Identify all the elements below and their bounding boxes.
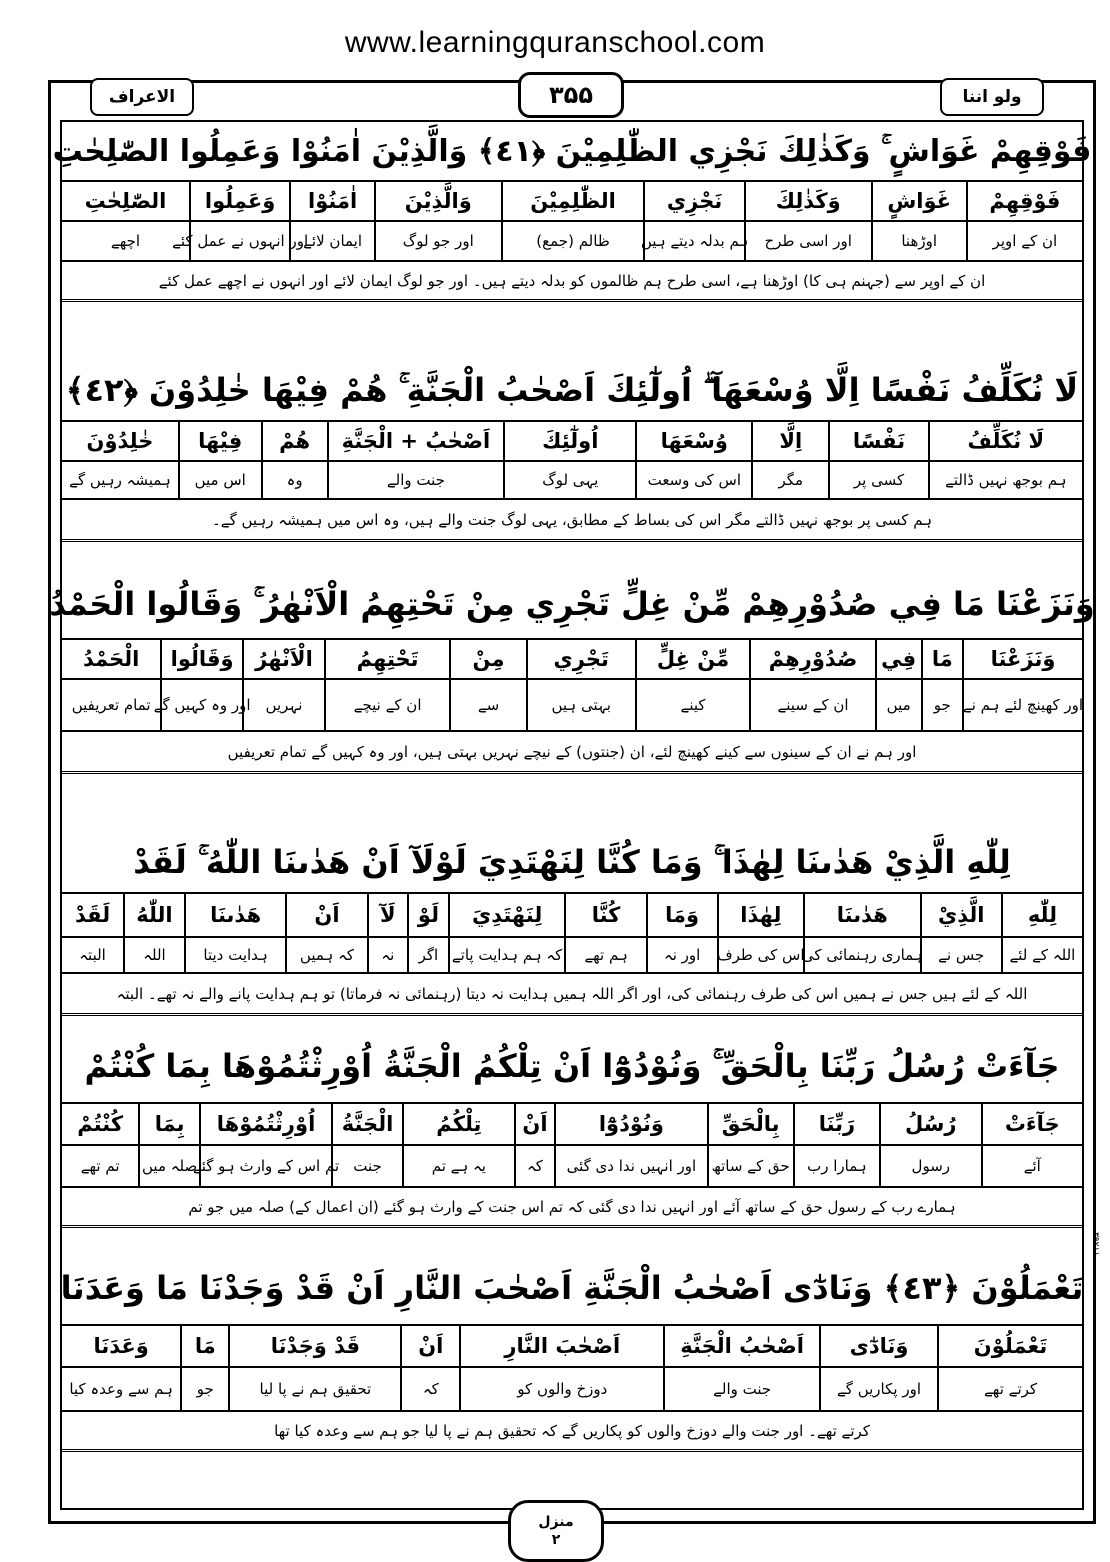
word-meaning: اور پکاریں گے [819,1368,937,1410]
arabic-word: الْجَنَّةُ [331,1104,402,1144]
word-meaning: اوڑھنا [871,222,966,260]
meaning-row [62,1146,1082,1188]
arabic-word: هَدٰىنَا [184,894,285,936]
arabic-word: فَوْقِهِمْ [966,182,1082,220]
arabic-word: خٰلِدُوْنَ [86,429,154,453]
word-meaning: دوزخ والوں کو [459,1368,663,1410]
word-meaning: اللہ [123,938,184,972]
arabic-word: قَدْ وَجَدْنَا [228,1326,400,1366]
word-row [62,422,1082,462]
arabic-word: هَدٰىنَا [803,894,920,936]
meaning-row [62,462,1082,500]
arabic-word: اِلَّا [751,422,828,460]
word-meaning: کہ ہم ہدایت پاتے [448,938,565,972]
arabic-word: لِنَهْتَدِيَ [448,894,565,936]
word-meaning: یہ ہے تم [402,1146,514,1186]
arabic-word: جَآءَتْ [981,1104,1082,1144]
arabic-word: وَكَذٰلِكَ [744,182,871,220]
arabic-word: لَقَدْ [74,903,111,927]
urdu-translation: ہم کسی پر بوجھ نہیں ڈالتے مگر اس کی بساط کے مطابق، یہی لوگ جنت والے ہیں، وہ اس میں ہمیشہ رہیں گے۔ [62,500,1082,542]
arabic-word: كُنَّا [564,894,645,936]
word-meaning: صلہ میں [138,1146,199,1186]
word-meaning: ہم تھے [564,938,645,972]
arabic-verse: لِلّٰهِ الَّذِيْ هَدٰىنَا لِهٰذَا ۚ وَمَا كُنَّا لِنَهْتَدِيَ لَوْلَآ اَنْ هَدٰىنَا اللّٰهُ ۚ لَقَدْ [62,832,1082,894]
urdu-translation: ان کے اوپر سے (جہنم ہی کا) اوڑھنا ہے، اسی طرح ہم ظالموں کو بدلہ دیتے ہیں۔ اور جو لوگ ایمان لائے اور انہوں نے اچھے عمل کئے [62,262,1082,302]
arabic-word: مِّنْ غِلٍّ [635,640,750,678]
arabic-word: اللّٰهُ [123,894,184,936]
manzil-label: منزل [538,1514,574,1530]
word-meaning: ان کے اوپر [966,222,1082,260]
word-meaning: آئے [981,1146,1082,1186]
word-meaning: اس کی طرف [717,938,803,972]
word-meaning: اور جو لوگ [374,222,501,260]
arabic-word: صُدُوْرِهِمْ [749,640,874,678]
word-meaning: ہمارا رب [793,1146,879,1186]
arabic-word: اُولٰٓئِكَ [503,422,635,460]
word-meaning: تحقیق ہم نے پا لیا [228,1368,400,1410]
word-meaning: کینے [635,680,750,730]
arabic-word: مِنْ [449,640,525,678]
word-meaning: جو [180,1368,228,1410]
arabic-word: الظّٰلِمِيْنَ [501,182,644,220]
arabic-word: تَحْتِهِمُ [324,640,449,678]
urdu-translation: اللہ کے لئے ہیں جس نے ہمیں اس کی طرف رہنمائی کی، اور اگر اللہ ہمیں ہدایت نہ دیتا (رہنمائی نہ فرماتا) تو ہم ہدایت پانے والے نہ تھے۔ البتہ [62,974,1082,1016]
arabic-verse: تَعْمَلُوْنَ ﴿٤٣﴾ وَنَادٰٓى اَصْحٰبُ الْجَنَّةِ اَصْحٰبَ النَّارِ اَنْ قَدْ وَجَدْنَا مَا وَعَدَنَا [62,1252,1082,1326]
word-meaning: اور نہ [646,938,717,972]
word-meaning: حق کے ساتھ [707,1146,793,1186]
word-meaning: کرتے تھے [937,1368,1082,1410]
manzil-badge [508,1500,604,1562]
arabic-verse: وَنَزَعْنَا مَا فِي صُدُوْرِهِمْ مِّنْ غِلٍّ تَجْرِي مِنْ تَحْتِهِمُ الْاَنْهٰرُ ۚ وَقَالُوا الْحَمْدُ [62,570,1082,640]
arabic-word: تَجْرِي [526,640,635,678]
arabic-word: كُنْتُمْ [77,1112,124,1136]
meaning-row [62,938,1082,974]
word-meaning: اور اسی طرح [744,222,871,260]
arabic-word: لَآ [367,894,408,936]
arabic-word: فِي [875,640,921,678]
arabic-word: بِمَا [138,1104,199,1144]
word-row [62,1104,1082,1146]
arabic-word: مَا [180,1326,228,1366]
word-meaning: تم تھے [80,1157,120,1175]
arabic-word: اَنْ [514,1104,555,1144]
word-meaning: اس میں [178,462,261,498]
arabic-word: وُسْعَهَا [635,422,751,460]
word-meaning: کہ [514,1146,555,1186]
arabic-word: بِالْحَقِّ [707,1104,793,1144]
arabic-word: رُسُلُ [879,1104,980,1144]
word-meaning: تمام تعریفیں [71,696,151,714]
arabic-word: مَا [921,640,962,678]
arabic-word: لِلّٰهِ [1001,894,1082,936]
word-meaning: ہم بدلہ دیتے ہیں [643,222,743,260]
word-meaning: البتہ [79,946,106,964]
arabic-word: نَفْسًا [828,422,927,460]
word-meaning: اور کھینچ لئے ہم نے [962,680,1082,730]
word-meaning: اور انہوں نے عمل کئے [189,222,289,260]
word-meaning: نہ [367,938,408,972]
arabic-word: وَقَالُوا [160,640,242,678]
word-meaning: بہتی ہیں [526,680,635,730]
arabic-word: لِهٰذَا [717,894,803,936]
meaning-row [62,1368,1082,1412]
word-meaning: ایمان لائے [289,222,374,260]
arabic-word: وَعَمِلُوا [189,182,289,220]
word-meaning: اور وہ کہیں گے [160,680,242,730]
arabic-word: اَصْحٰبَ النَّارِ [459,1326,663,1366]
arabic-verse: جَآءَتْ رُسُلُ رَبِّنَا بِالْحَقِّ ۚ وَنُوْدُوْٓا اَنْ تِلْكُمُ الْجَنَّةُ اُوْرِثْتُمُوْهَا بِمَا كُنْتُمْ [62,1030,1082,1104]
word-meaning: ہماری رہنمائی کی [803,938,920,972]
arabic-word: هُمْ [261,422,327,460]
arabic-word: غَوَاشٍ [871,182,966,220]
word-meaning: ان کے نیچے [324,680,449,730]
word-meaning: میں [875,680,921,730]
word-row [62,182,1082,222]
arabic-word: لَا نُكَلِّفُ [928,422,1082,460]
urdu-translation: اور ہم نے ان کے سینوں سے کینے کھینچ لئے، ان (جنتوں) کے نیچے نہریں بہتی ہیں، اور وہ کہیں گے تمام تعریفیں [62,732,1082,774]
juz-name-badge: ولو اننا [940,78,1044,116]
word-row [62,640,1082,680]
urdu-translation: کرتے تھے۔ اور جنت والے دوزخ والوں کو پکاریں گے کہ تحقیق ہم نے پا لیا جو ہم سے وعدہ کیا تھا [62,1412,1082,1452]
arabic-word: وَنُوْدُوْٓا [554,1104,706,1144]
urdu-translation: ہمارے رب کے رسول حق کے ساتھ آئے اور انہیں ندا دی گئی کہ تم اس جنت کے وارث ہو گئے (ان اعمال کے) صلہ میں جو تم [62,1188,1082,1228]
word-meaning: ہمیشہ رہیں گے [69,471,171,489]
arabic-word: اُوْرِثْتُمُوْهَا [199,1104,331,1144]
arabic-verse: فَوْقِهِمْ غَوَاشٍ ۚ وَكَذٰلِكَ نَجْزِي الظّٰلِمِيْنَ ﴿٤١﴾ وَالَّذِيْنَ اٰمَنُوْا وَعَمِلُوا الصّٰلِحٰتِ [62,122,1082,182]
side-mark: ۳۹۲۱۱ [1090,1232,1100,1257]
word-meaning: ہدایت دیتا [184,938,285,972]
arabic-word: الْاَنْهٰرُ [242,640,324,678]
meaning-row [62,222,1082,262]
arabic-word: وَنَادٰٓى [819,1326,937,1366]
arabic-word: نَجْزِي [643,182,743,220]
arabic-word: وَنَزَعْنَا [962,640,1082,678]
arabic-word: اَنْ [400,1326,459,1366]
arabic-word: اَصْحٰبُ + الْجَنَّةِ [327,422,503,460]
word-meaning: رسول [879,1146,980,1186]
surah-name-badge: الاعراف [90,78,194,116]
arabic-verse: لَا نُكَلِّفُ نَفْسًا اِلَّا وُسْعَهَآ ۖ اُولٰٓئِكَ اَصْحٰبُ الْجَنَّةِ ۚ هُمْ فِيْهَا خٰلِدُوْنَ ﴿٤٢﴾ [62,360,1082,422]
word-meaning: جو [921,680,962,730]
arabic-word: تِلْكُمُ [402,1104,514,1144]
website-url: www.learningquranschool.com [344,26,766,59]
meaning-row [62,680,1082,732]
arabic-word: اٰمَنُوْا [289,182,374,220]
word-meaning: ہم سے وعدہ کیا [69,1380,173,1398]
word-meaning: مگر [751,462,828,498]
word-meaning: نہریں [242,680,324,730]
manzil-number: ۲ [551,1532,561,1548]
word-meaning: ان کے سینے [749,680,874,730]
word-meaning: سے [449,680,525,730]
word-meaning: اللہ کے لئے [1001,938,1082,972]
arabic-word: الصّٰلِحٰتِ [84,189,167,213]
arabic-word: لَوْ [407,894,448,936]
word-meaning: اس کی وسعت [635,462,751,498]
word-meaning: جنت والے [327,462,503,498]
arabic-word: الَّذِيْ [920,894,1001,936]
word-meaning: اگر [407,938,448,972]
arabic-word: وَالَّذِيْنَ [374,182,501,220]
arabic-word: تَعْمَلُوْنَ [937,1326,1082,1366]
word-meaning: جنت والے [663,1368,819,1410]
word-meaning: اچھے [110,232,141,250]
word-meaning: کسی پر [828,462,927,498]
word-meaning: ہم بوجھ نہیں ڈالتے [928,462,1082,498]
word-meaning: کہ [400,1368,459,1410]
word-row [62,894,1082,938]
arabic-word: وَعَدَنَا [93,1334,149,1358]
word-meaning: کہ ہمیں [285,938,366,972]
arabic-word: فِيْهَا [178,422,261,460]
word-meaning: اور انہیں ندا دی گئی [554,1146,706,1186]
word-row [62,1326,1082,1368]
page-number: ۳۵۵ [518,72,624,118]
word-meaning: جس نے [920,938,1001,972]
arabic-word: الْحَمْدُ [82,647,140,671]
arabic-word: اَنْ [285,894,366,936]
word-meaning: ظالم (جمع) [501,222,644,260]
word-meaning: وہ [261,462,327,498]
word-meaning: تم اس کے وارث ہو گئے [199,1146,331,1186]
word-meaning: جنت [331,1146,402,1186]
arabic-word: اَصْحٰبُ الْجَنَّةِ [663,1326,819,1366]
word-meaning: یہی لوگ [503,462,635,498]
arabic-word: وَمَا [646,894,717,936]
arabic-word: رَبِّنَا [793,1104,879,1144]
